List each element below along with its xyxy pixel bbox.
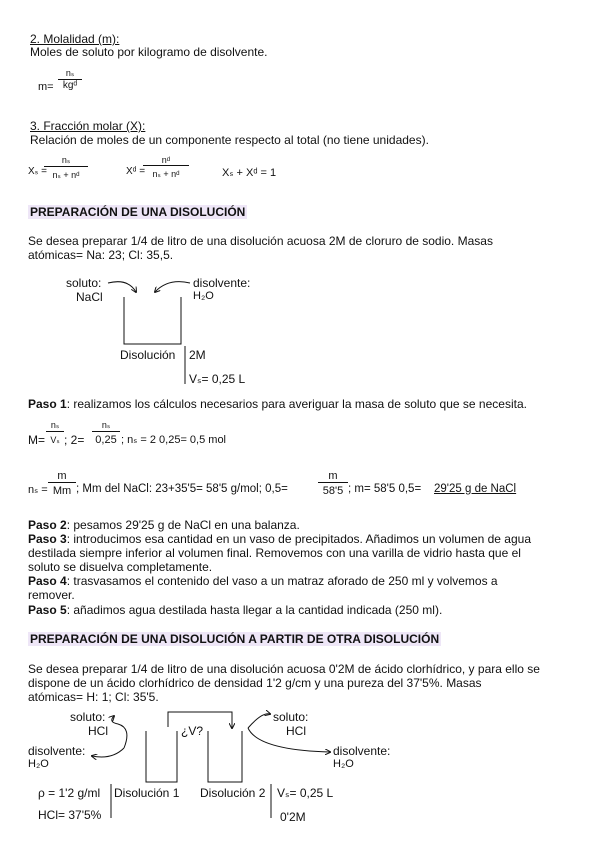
soluto-label-3: soluto: (273, 710, 309, 724)
eq2-lhs: nₛ = (28, 484, 48, 496)
fraccion-title: 3. Fracción molar (X): (30, 119, 146, 133)
disolvente-label-3: disolvente: (333, 744, 391, 758)
paso2-label: Paso 2 (28, 518, 67, 532)
concentration-value-2: 0'2M (280, 810, 306, 824)
section-heading-preparacion: PREPARACIÓN DE UNA DISOLUCIÓN (30, 205, 246, 219)
fraccion-description: Relación de moles de un componente respecto al total (no tiene unidades). (30, 133, 429, 147)
soluto-value: NaCl (76, 290, 103, 304)
paso5-text: : añadimos agua destilada hasta llegar a la cantidad indicada (250 ml). (66, 603, 443, 617)
volume-value: Vₛ= 0,25 L (189, 372, 246, 386)
eq1-lhs: M= (28, 433, 46, 447)
eq1-denominator: Vₛ (50, 435, 60, 445)
eq1-numerator: nₛ (50, 420, 60, 430)
xs-numerator: nₛ (61, 155, 71, 165)
eq1-fraction2 (92, 420, 120, 446)
disolucion-1-label: Disolución 1 (114, 786, 180, 800)
eq1-numerator2: nₛ (101, 420, 111, 430)
molalidad-title: 2. Molalidad (m): (30, 32, 120, 46)
xs-lhs: Xₛ = (28, 166, 48, 177)
prep2-intro-line3: atómicas= H: 1; Cl: 35'5. (28, 690, 159, 704)
paso1-label: Paso 1 (28, 397, 67, 411)
paso2 (28, 518, 300, 532)
eq1-rest: ; nₛ = 2 0,25= 0,5 mol (121, 434, 227, 446)
paso5-label: Paso 5 (28, 603, 67, 617)
disolucion-2-label: Disolución 2 (200, 786, 266, 800)
purity-value: HCl= 37'5% (38, 808, 102, 822)
disolvente-label-2: disolvente: (28, 744, 86, 758)
paso3-text-line1: : introducimos esa cantidad en un vaso de precipitados. Añadimos un volumen de agua (66, 532, 531, 546)
paso4-text-line2: remover. (28, 588, 75, 602)
eq2-rest: ; m= 58'5 0,5= (348, 483, 422, 495)
disolvente-value: H₂O (193, 290, 214, 302)
concentration-value: 2M (189, 348, 206, 362)
eq2-fraction (48, 470, 76, 497)
eq2-denominator2: 58'5 (322, 485, 344, 497)
eq2-numerator2: m (328, 470, 338, 482)
prep2-intro-line1: Se desea preparar 1/4 de litro de una disolución acuosa 0'2M de ácido clorhídrico, y para ello se (28, 662, 540, 676)
volume-value-2: Vₛ= 0,25 L (277, 786, 334, 800)
soluto-label-2: soluto: (70, 710, 106, 724)
disolvente-label: disolvente: (193, 276, 251, 290)
paso3 (28, 532, 531, 546)
xd-numerator: nᵈ (161, 155, 171, 165)
eq2-mid: ; Mm del NaCl: 23+35'5= 58'5 g/mol; 0,5= (76, 483, 288, 495)
paso3-text-line2: destilada siempre inferior al volumen final. Removemos con una varilla de vidrio hasta que el (28, 546, 521, 560)
paso4 (28, 574, 498, 588)
prep1-intro-line1: Se desea preparar 1/4 de litro de una disolución acuosa 2M de cloruro de sodio. Masas (28, 234, 493, 248)
density-value: ρ = 1'2 g/ml (38, 786, 101, 800)
xd-lhs: Xᵈ = (126, 166, 146, 177)
paso3-text-line3: soluto se disuelva completamente. (28, 560, 213, 574)
paso5 (28, 603, 442, 617)
eq2-result: 29'25 g de NaCl (434, 483, 517, 495)
molalidad-lhs: m= (38, 81, 54, 93)
eq2-fraction2 (318, 470, 348, 497)
paso1-text: : realizamos los cálculos necesarios para averiguar la masa de soluto que se necesita. (66, 397, 527, 411)
volume-question: ¿V? (181, 724, 204, 738)
paso2-text: : pesamos 29'25 g de NaCl en una balanza. (66, 518, 300, 532)
molalidad-denominator: kgᵈ (62, 80, 78, 91)
paso1 (28, 397, 527, 411)
soluto-label: soluto: (66, 276, 102, 290)
prep1-intro-line2: atómicas= Na: 23; Cl: 35,5. (28, 248, 174, 262)
paso4-label: Paso 4 (28, 574, 67, 588)
disolucion-label: Disolución (120, 348, 176, 362)
soluto-value-2: HCl (88, 724, 108, 738)
eq2-numerator: m (57, 470, 67, 482)
xd-denominator: nₛ + nᵈ (152, 169, 180, 179)
disolvente-value-3: H₂O (333, 758, 354, 770)
soluto-value-3: HCl (286, 724, 306, 738)
prep2-intro-line2: dispone de un ácido clorhídrico de densidad 1'2 g/cm y una pureza del 37'5%. Masas (28, 676, 482, 690)
disolvente-value-2: H₂O (28, 758, 49, 770)
eq1-fraction (46, 420, 64, 446)
section-heading-preparacion-otra: PREPARACIÓN DE UNA DISOLUCIÓN A PARTIR DE OTRA DISOLUCIÓN (30, 632, 440, 646)
fraction-sum: Xₛ + Xᵈ = 1 (222, 167, 277, 179)
xs-denominator: nₛ + nᵈ (52, 170, 80, 180)
eq2-denominator: Mm (52, 485, 72, 497)
eq1-mid: ; 2= (64, 433, 85, 447)
paso4-text-line1: : trasvasamos el contenido del vaso a un matraz aforado de 250 ml y volvemos a (66, 574, 498, 588)
eq1-denominator2: 0,25 (95, 434, 117, 446)
molalidad-numerator: nₛ (65, 68, 75, 78)
molalidad-description: Moles de soluto por kilogramo de disolvente. (30, 45, 268, 59)
paso3-label: Paso 3 (28, 532, 67, 546)
